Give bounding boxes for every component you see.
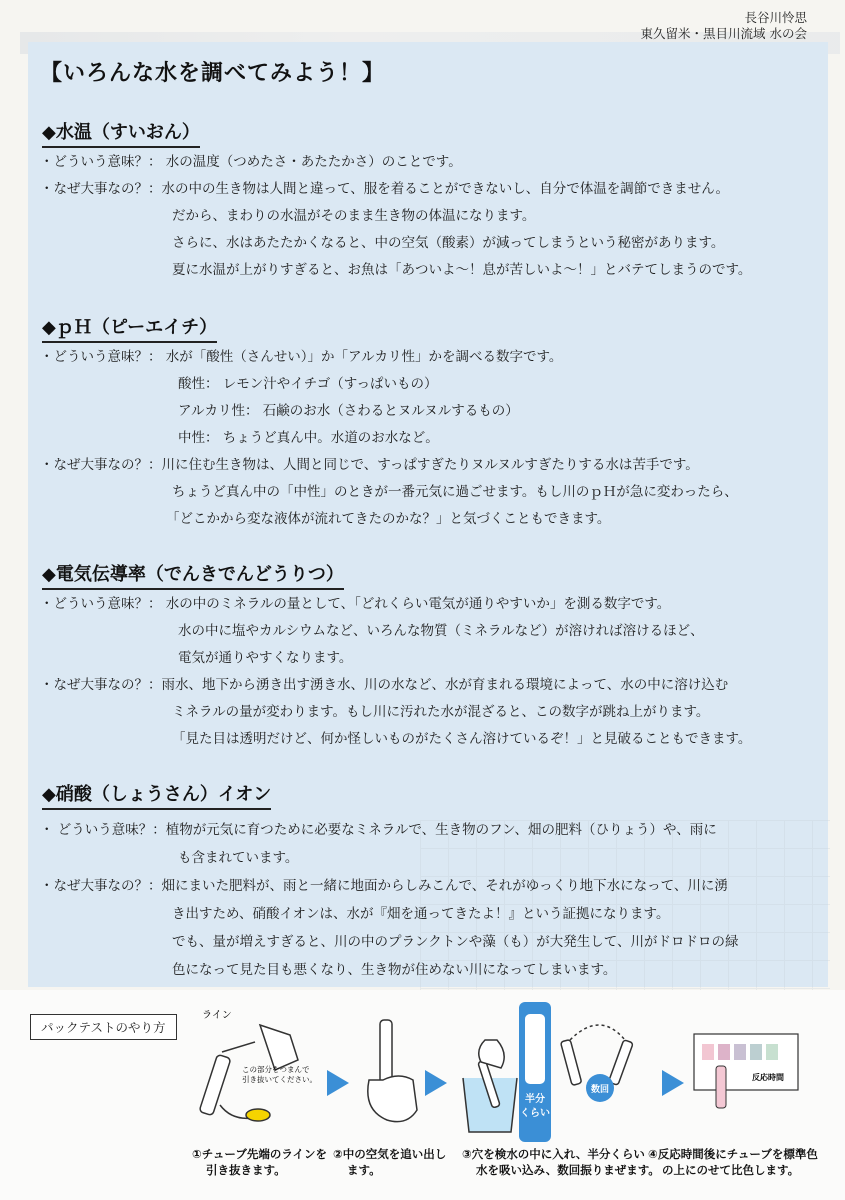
text-line: 「どこかから変な液体が流れてきたのかな？」と気づくこともできます。 [166,511,611,527]
text-line: ・どういう意味？： 水の温度（つめたさ・あたたかさ）のことです。 [40,154,462,170]
step1-caption: ①チューブ先端のラインを 引き抜きます。 [192,1147,327,1177]
packtest-label: パックテストのやり方 [30,1014,177,1040]
section-heading-nitrate: ◆硝酸（しょうさん）イオン [42,780,271,810]
fig-half-1: 半分 [525,1094,545,1105]
step2-caption: ②中の空気を追い出し ます。 [333,1147,447,1177]
author-block [641,10,807,42]
page-title: 【いろんな水を調べてみよう！】 [40,61,386,86]
text-line: でも、量が増えすぎると、川の中のプランクトンや藻（も）が大発生して、川がドロドロの緑 [172,934,739,950]
step3-shake-illustration [560,1000,650,1145]
text-line: 水の中に塩やカルシウムなど、いろんな物質（ミネラルなど）が溶ければ溶けるほど、 [178,623,704,639]
step3-caption: ③穴を検水の中に入れ、半分くらい 水を吸い込み、数回振りまぜます。 [462,1147,660,1177]
section-heading-conductivity: ◆電気伝導率（でんきでんどうりつ） [42,560,344,590]
step4-illustration [690,1000,810,1145]
color-swatch [750,1044,762,1060]
text-line: ・なぜ大事なの？：水の中の生き物は人間と違って、服を着ることができないし、自分で体温を調節できません。 [40,181,730,197]
text-line: も含まれています。 [178,850,299,866]
text-line: 色になって見た目も悪くなり、生き物が住めない川になってしまいます。 [172,962,617,978]
color-swatch [734,1044,746,1060]
step1-illustration [180,1000,330,1145]
color-swatch [702,1044,714,1060]
text-line: ちょうど真ん中の「中性」のときが一番元気に過ごせます。もし川のｐＨが急に変わったら、 [172,484,738,500]
text-line: 酸性： レモン汁やイチゴ（すっぱいもの） [178,376,438,392]
step4-caption: ④反応時間後にチューブを標準色 の上にのせて比色します。 [648,1147,818,1177]
text-line: アルカリ性： 石鹸のお水（さわるとヌルヌルするもの） [178,403,519,419]
text-line: 「見た目は透明だけど、何か怪しいものがたくさん溶けているぞ！」と見破ることもできます。 [172,731,752,747]
text-line: ・ どういう意味？：植物が元気に育つために必要なミネラルで、生き物のフン、畑の肥料（ひりょう）や、雨に [40,822,717,838]
text-line: ・なぜ大事なの？：川に住む生き物は、人間と同じで、すっぱすぎたりヌルヌルすぎたりする水は苦手です。 [40,457,699,473]
arrow-icon [325,1068,351,1098]
text-line: 中性： ちょうど真ん中。水道のお水など。 [178,430,439,446]
text-line: ・なぜ大事なの？：雨水、地下から湧き出す湧き水、川の水など、水が育まれる環境によって、水の中に溶け込む [40,677,729,693]
section-heading-ph: ◆ｐＨ（ピーエイチ） [42,313,217,343]
color-swatch [718,1044,730,1060]
text-line: ・なぜ大事なの？：畑にまいた肥料が、雨と一緒に地面からしみこんで、それがゆっくり地下水になって、川に湧 [40,878,728,894]
text-line: ミネラルの量が変わります。もし川に汚れた水が混ざると、この数字が跳ね上がります。 [172,704,710,720]
fig-half-2: くらい [520,1108,550,1119]
section-heading-water-temp: ◆水温（すいおん） [42,118,200,148]
text-line: さらに、水はあたたかくなると、中の空気（酸素）が減ってしまうという秘密があります。 [172,235,725,251]
fig-count: 数回 [590,1085,610,1095]
text-line: ・どういう意味？： 水の中のミネラルの量として、「どれくらい電気が通りやすいか」を測る数字です。 [40,596,671,612]
fig-time: 反応時間 [752,1073,784,1082]
fig-note-2: 引き抜いてください。 [242,1075,317,1084]
text-line: 夏に水温が上がりすぎると、お魚は「あついよ～！息が苦しいよ～！」とバテてしまうのです。 [172,262,752,278]
fig-note-1: この部分をつまんで [242,1065,310,1074]
fig-line-label: ライン [202,1010,232,1021]
author-name: 長谷川怜思 [744,10,807,25]
author-org: 東久留米・黒目川流域 水の会 [640,26,807,41]
arrow-icon [423,1068,449,1098]
text-line: き出すため、硝酸イオンは、水が『畑を通ってきたよ！』という証拠になります。 [172,906,670,922]
text-line: だから、まわりの水温がそのまま生き物の体温になります。 [172,208,536,224]
text-line: 電気が通りやすくなります。 [178,650,353,666]
step3-illustration [455,1000,575,1145]
arrow-icon [660,1068,686,1098]
text-line: ・どういう意味？： 水が「酸性（さんせい）」か「アルカリ性」かを調べる数字です。 [40,349,563,365]
color-swatch [766,1044,778,1060]
